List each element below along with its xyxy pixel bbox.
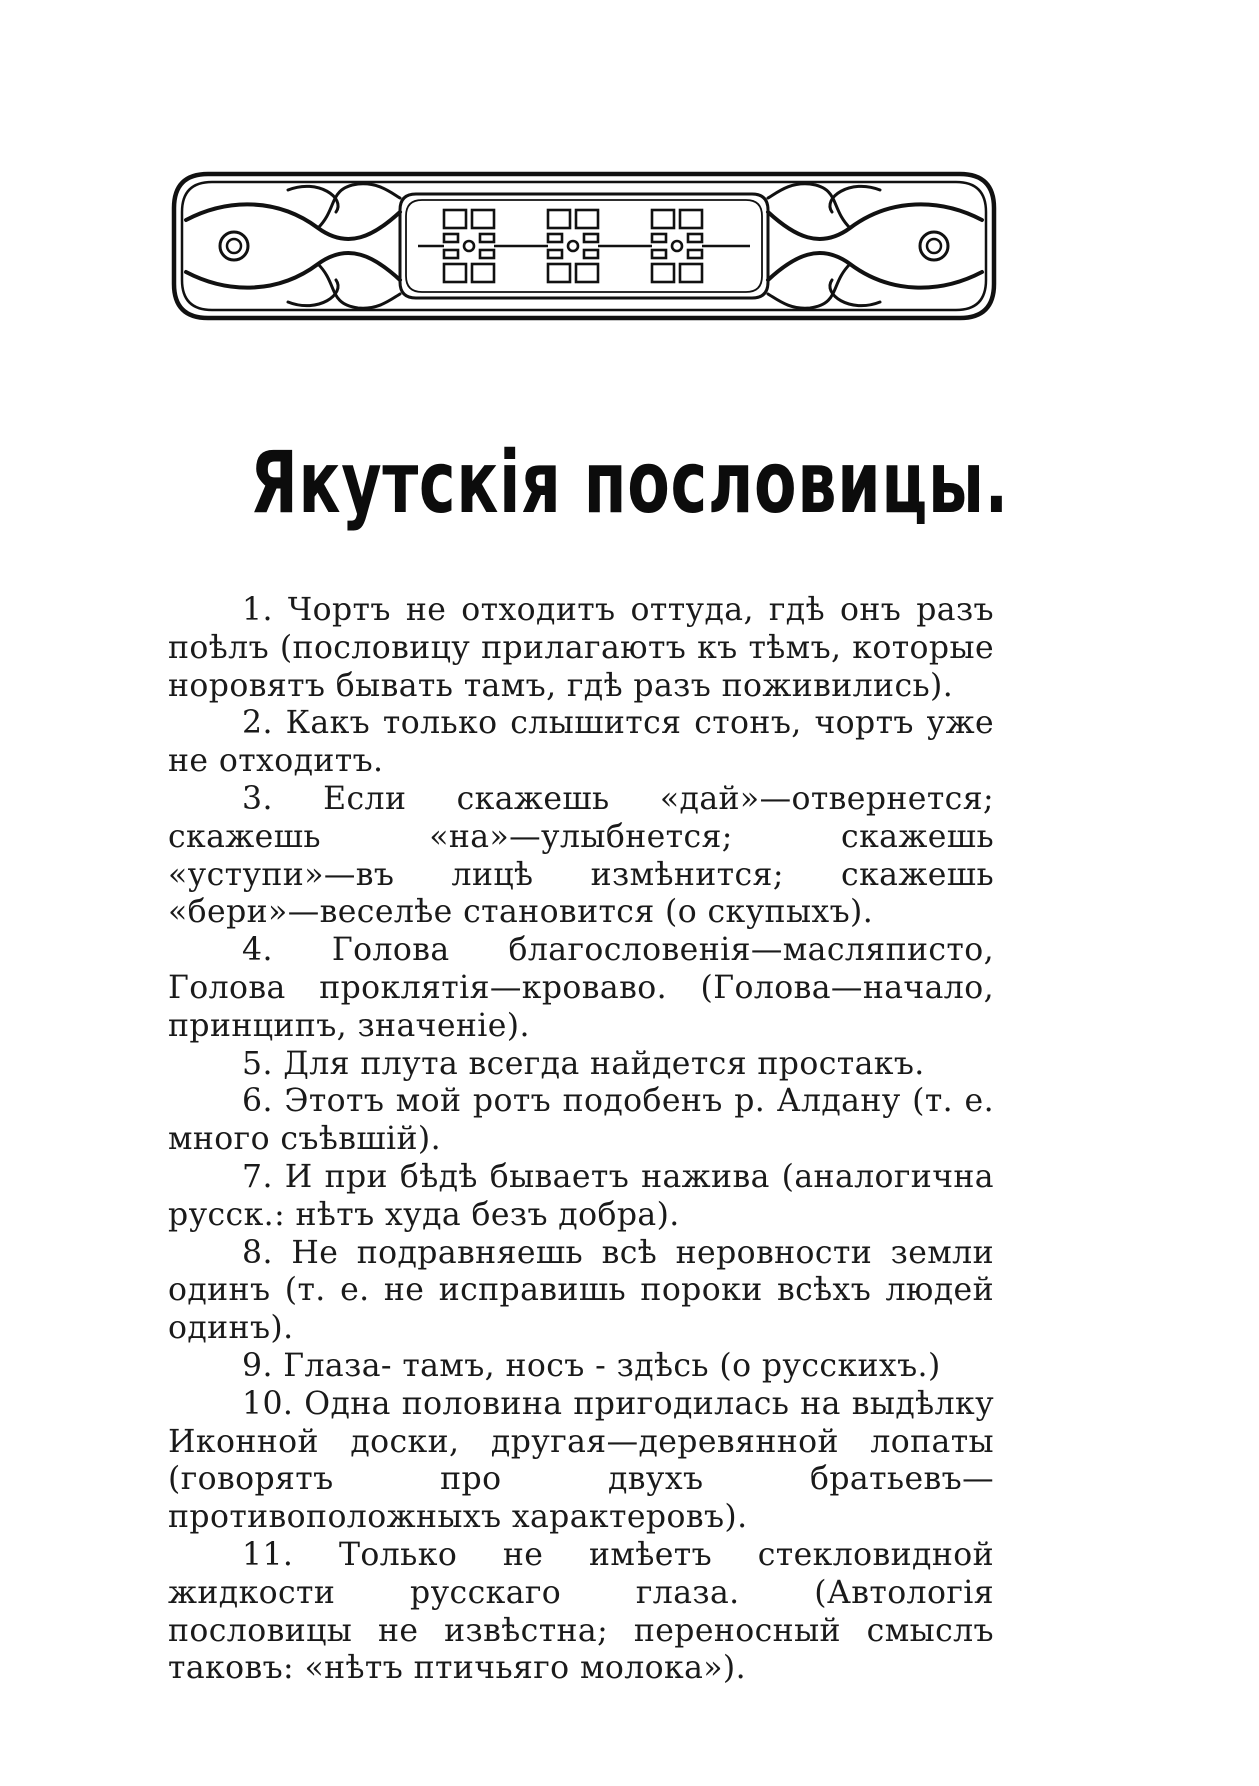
decorative-header-band: [168, 168, 1000, 324]
proverb-item: 8. Не подравняешь всѣ неровности земли одинъ (т. е. не исправишь пороки всѣхъ людей одинъ).: [168, 1234, 994, 1347]
page-title: Якутскія пословицы.: [250, 433, 1009, 533]
proverb-item: 3. Если скажешь «дай»—отвернется; скажешь «на»—улыбнется; скажешь «уступи»—въ лицѣ измѣнится; скажешь «бери»—веселѣе становится (о скупыхъ).: [168, 780, 994, 931]
proverb-item: 2. Какъ только слышится стонъ, чортъ уже не отходитъ.: [168, 705, 994, 780]
proverb-list: [168, 592, 994, 1688]
proverb-item: 7. И при бѣдѣ бываетъ нажива (аналогична русск.: нѣтъ худа безъ добра).: [168, 1158, 994, 1233]
proverb-item: 10. Одна половина пригодилась на выдѣлку Иконной доски, другая—деревянной лопаты (говорятъ про двухъ братьевъ—противоположныхъ характеровъ).: [168, 1385, 994, 1536]
proverb-item: 5. Для плута всегда найдется простакъ.: [242, 1045, 925, 1082]
proverb-item: 9. Глаза- тамъ, носъ - здѣсь (о русскихъ.): [242, 1347, 941, 1384]
proverb-item: 6. Этотъ мой ротъ подобенъ р. Алдану (т. е. много съѣвшій).: [168, 1083, 994, 1158]
proverb-item: 4. Голова благословенія—масляписто, Голова проклятія—кроваво. (Голова—начало, принципъ, значеніе).: [168, 932, 994, 1044]
proverb-item: 11. Только не имѣетъ стекловидной жидкости русскаго глаза. (Автологія пословицы не извѣстна; переносный смыслъ таковъ: «нѣтъ птичьяго молока»).: [168, 1536, 994, 1687]
proverb-item: 1. Чортъ не отходитъ оттуда, гдѣ онъ разъ поѣлъ (пословицу прилагаютъ къ тѣмъ, которые норовятъ бывать тамъ, гдѣ разъ поживились).: [168, 592, 994, 704]
